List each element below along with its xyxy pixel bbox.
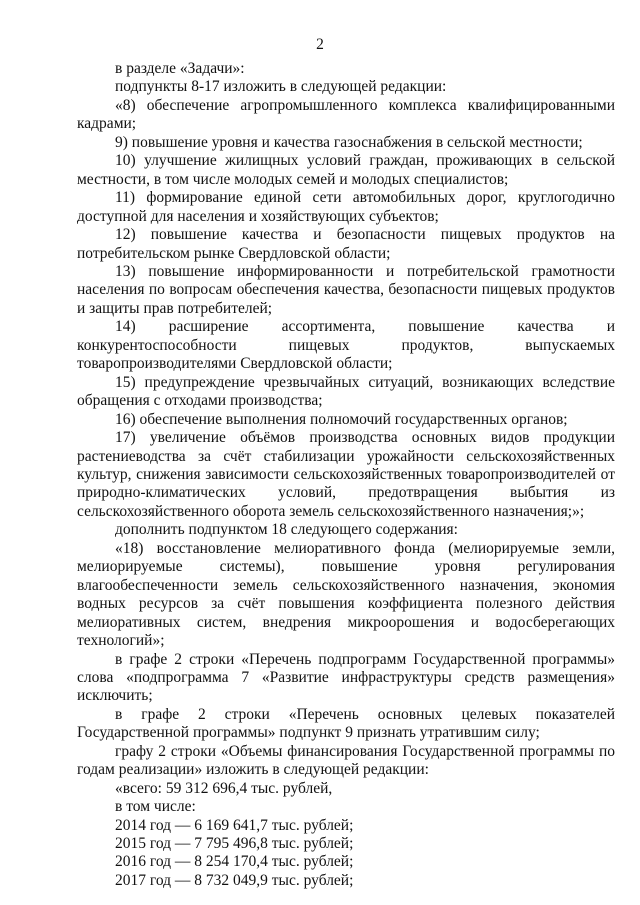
paragraph: 2016 год — 8 254 170,4 тыс. рублей; [115, 853, 354, 871]
paragraph: 17) увеличение объёмов производства основных видов продукции растениеводства за счёт стабилизации урожайности сельскохозяйственных культур, снижения зависимости сельскохозяйственных товаропроизводителей от природно-климатических условий, предотвращения выбытия из сельскохозяйственного оборота земель сельскохозяйственного назначения;»; [77, 429, 615, 520]
paragraph: дополнить подпунктом 18 следующего содержания: [115, 521, 458, 539]
paragraph: 2014 год — 6 169 641,7 тыс. рублей; [115, 816, 354, 834]
document-body [77, 60, 615, 890]
paragraph: 15) предупреждение чрезвычайных ситуаций, возникающих вследствие обращения с отходами производства; [77, 373, 615, 410]
paragraph: подпункты 8-17 изложить в следующей редакции: [115, 78, 447, 96]
paragraph: 2017 год — 8 732 049,9 тыс. рублей; [115, 871, 354, 889]
paragraph: «всего: 59 312 696,4 тыс. рублей, [115, 779, 333, 797]
page-number: 2 [316, 36, 324, 53]
paragraph: 10) улучшение жилищных условий граждан, проживающих в сельской местности, в том числе молодых семей и молодых специалистов; [77, 152, 615, 188]
paragraph: в графе 2 строки «Перечень основных целевых показателей Государственной программы» подпункт 9 признать утратившим силу; [77, 705, 615, 742]
paragraph: 16) обеспечение выполнения полномочий государственных органов; [115, 410, 568, 428]
paragraph: в разделе «Задачи»: [115, 60, 245, 77]
paragraph: 13) повышение информированности и потребительской грамотности населения по вопросам обеспечения качества, безопасности пищевых продуктов и защиты прав потребителей; [77, 262, 615, 317]
paragraph: 2015 год — 7 795 496,8 тыс. рублей; [115, 835, 354, 853]
paragraph: 12) повышение качества и безопасности пищевых продуктов на потребительском рынке Свердловской области; [77, 226, 615, 262]
paragraph: графу 2 строки «Объемы финансирования Государственной программы по годам реализации» изложить в следующей редакции: [77, 742, 615, 779]
paragraph: «18) восстановление мелиоративного фонда (мелиорируемые земли, мелиорируемые системы), повышение уровня регулирования влагообеспеченности земель сельскохозяйственного назначения, экономия водных ресурсов за счёт повышения коэффициента полезного действия мелиоративных систем, внедрения микроорошения и водосберегающих технологий»; [77, 539, 615, 650]
paragraph: «8) обеспечение агропромышленного комплекса квалифицированными кадрами; [77, 96, 615, 133]
paragraph: 14) расширение ассортимента, повышение качества и конкурентоспособности пищевых продуктов, выпускаемых товаропроизводителями Свердловской области; [77, 318, 615, 373]
paragraph: 9) повышение уровня и качества газоснабжения в сельской местности; [115, 133, 583, 151]
paragraph: в графе 2 строки «Перечень подпрограмм Государственной программы» слова «подпрограмма 7 «Развитие инфраструктуры средств размещения» исключить; [77, 650, 615, 705]
paragraph: 11) формирование единой сети автомобильных дорог, круглогодично доступной для населения и хозяйствующих субъектов; [77, 189, 615, 225]
paragraph: в том числе: [115, 798, 196, 816]
